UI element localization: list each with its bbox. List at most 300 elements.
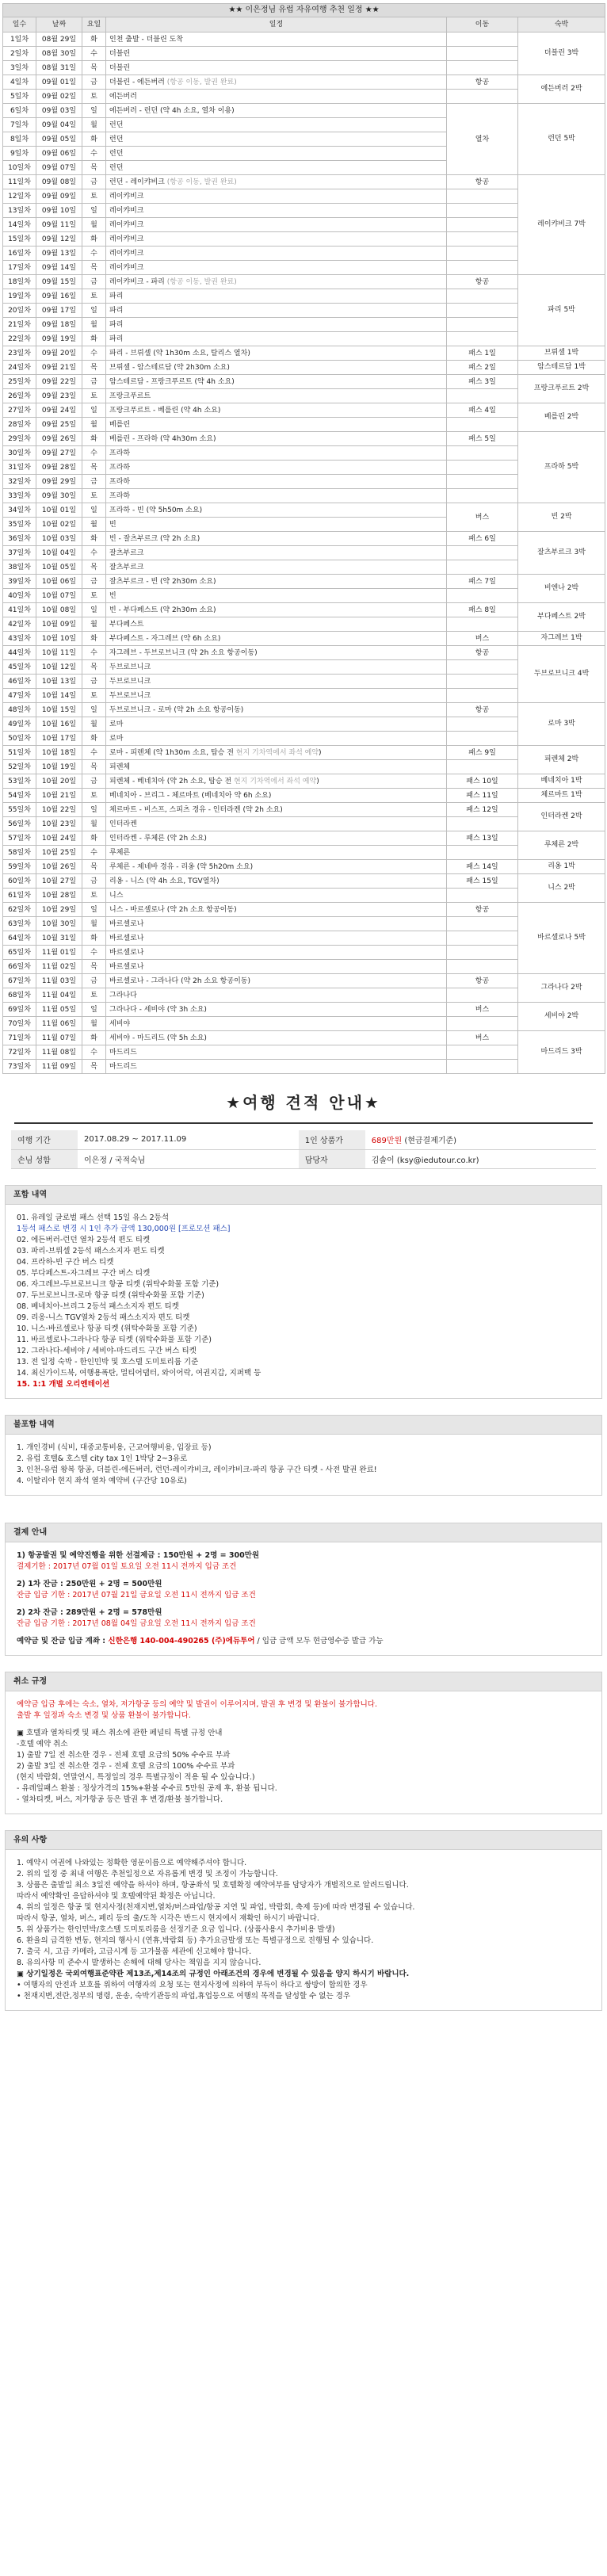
itinerary-row [3, 860, 605, 874]
transport-cell [447, 489, 518, 503]
transport-cell [447, 946, 518, 960]
schedule-cell: 빈 - 잘츠부르크 (약 2h 소요) [106, 532, 447, 546]
itinerary-row [3, 746, 605, 760]
itinerary-row [3, 817, 605, 831]
day-cell: 10일차 [3, 161, 36, 175]
weekday-cell: 화 [82, 332, 106, 346]
transport-cell [447, 988, 518, 1003]
quote-divider [14, 1122, 593, 1124]
accommodation-cell: 더블린 3박 [518, 32, 605, 75]
day-cell: 9일차 [3, 147, 36, 161]
date-cell: 09월 07일 [36, 161, 82, 175]
schedule-cell: 세비야 [106, 1017, 447, 1031]
date-cell: 10월 28일 [36, 889, 82, 903]
header-transport: 이동 [447, 17, 518, 32]
schedule-cell: 레이캬비크 [106, 232, 447, 247]
itinerary-row [3, 318, 605, 332]
itinerary-row [3, 760, 605, 774]
date-cell: 08월 31일 [36, 61, 82, 75]
itinerary-row [3, 232, 605, 247]
accommodation-cell: 그라나다 2박 [518, 974, 605, 1003]
itinerary-row [3, 831, 605, 846]
transport-cell [447, 418, 518, 432]
accommodation-cell: 프랑크푸르트 2박 [518, 375, 605, 403]
customer-value: 이은정 / 국적숙님 [78, 1149, 299, 1168]
day-cell: 63일차 [3, 917, 36, 931]
transport-cell: 패스 9일 [447, 746, 518, 760]
accommodation-cell: 마드리드 3박 [518, 1031, 605, 1074]
cancel-warning-line: 예약금 입금 후에는 숙소, 열차, 저가항공 등의 예약 및 발권이 이루어지며, 발권 후 변경 및 환불이 불가합니다. [17, 1699, 378, 1709]
list-line: 01. 유레일 글로벌 패스 선택 15일 유스 2등석 [17, 1213, 170, 1222]
transport-cell: 항공 [447, 175, 518, 189]
weekday-cell: 목 [82, 760, 106, 774]
day-cell: 45일차 [3, 660, 36, 675]
schedule-note: (항공 이동, 발권 완료) [166, 178, 237, 186]
cancel-line: -호텔 예약 취소 [17, 1739, 68, 1749]
schedule-note: (항공 이동, 발권 완료) [166, 277, 237, 286]
weekday-cell: 화 [82, 831, 106, 846]
day-cell: 28일차 [3, 418, 36, 432]
weekday-cell: 화 [82, 32, 106, 47]
date-cell: 09월 11일 [36, 218, 82, 232]
day-cell: 69일차 [3, 1003, 36, 1017]
header-accommodation: 숙박 [518, 17, 605, 32]
itinerary-header-row [3, 17, 605, 32]
itinerary-row [3, 475, 605, 489]
itinerary-row [3, 689, 605, 703]
day-cell: 67일차 [3, 974, 36, 988]
transport-cell [447, 475, 518, 489]
date-cell: 09월 02일 [36, 90, 82, 104]
schedule-cell: 바르셀로나 - 그라나다 (약 2h 소요 항공이동) [106, 974, 447, 988]
accommodation-cell: 잘츠부르크 3박 [518, 532, 605, 575]
itinerary-row [3, 346, 605, 361]
day-cell: 39일차 [3, 575, 36, 589]
day-cell: 58일차 [3, 846, 36, 860]
date-cell: 10월 19일 [36, 760, 82, 774]
weekday-cell: 일 [82, 503, 106, 518]
weekday-cell: 일 [82, 304, 106, 318]
schedule-cell: 리옹 - 니스 (약 4h 소요, TGV열차) [106, 874, 447, 889]
weekday-cell: 화 [82, 732, 106, 746]
transport-cell [447, 732, 518, 746]
schedule-cell: 로마 - 피렌체 (약 1h30m 소요, 탑승 전 현지 기차역에서 좌석 예약) [106, 746, 447, 760]
list-line: 03. 파리-브뤼셀 2등석 패스소지자 편도 티켓 [17, 1246, 165, 1256]
date-cell: 09월 26일 [36, 432, 82, 446]
weekday-cell: 월 [82, 118, 106, 132]
weekday-cell: 토 [82, 889, 106, 903]
date-cell: 10월 07일 [36, 589, 82, 603]
weekday-cell: 수 [82, 846, 106, 860]
date-cell: 10월 12일 [36, 660, 82, 675]
date-cell: 09월 22일 [36, 375, 82, 389]
itinerary-row [3, 503, 605, 518]
payment-1-title: 1) 항공발권 및 예약진행을 위한 선결제금 : 150만원 + 2명 = 300만원 [17, 1550, 260, 1560]
schedule-cell: 빈 - 부다페스트 (약 2h30m 소요) [106, 603, 447, 617]
day-cell: 18일차 [3, 275, 36, 289]
day-cell: 17일차 [3, 261, 36, 275]
weekday-cell: 수 [82, 946, 106, 960]
day-cell: 8일차 [3, 132, 36, 147]
schedule-cell: 자그레브 - 두브로브니크 (약 2h 소요 항공이동) [106, 646, 447, 660]
weekday-cell: 수 [82, 346, 106, 361]
transport-cell [447, 204, 518, 218]
itinerary-row [3, 175, 605, 189]
schedule-cell: 파리 [106, 332, 447, 346]
weekday-cell: 금 [82, 874, 106, 889]
schedule-cell: 런던 [106, 161, 447, 175]
itinerary-row [3, 589, 605, 603]
transport-cell [447, 289, 518, 304]
schedule-cell: 루체른 [106, 846, 447, 860]
day-cell: 42일차 [3, 617, 36, 632]
accommodation-cell: 바르셀로나 5박 [518, 903, 605, 974]
itinerary-row [3, 931, 605, 946]
quote-title: ★여행 견적 안내★ [226, 1093, 381, 1112]
transport-cell: 항공 [447, 903, 518, 917]
itinerary-row [3, 189, 605, 204]
weekday-cell: 토 [82, 789, 106, 803]
list-line: 09. 리옹-니스 TGV열차 2등석 패스소지자 편도 티켓 [17, 1313, 190, 1322]
date-cell: 10월 18일 [36, 746, 82, 760]
itinerary-row [3, 575, 605, 589]
transport-cell [447, 332, 518, 346]
payment-section [5, 1523, 602, 1656]
schedule-cell: 니스 - 바르셀로나 (약 2h 소요 항공이동) [106, 903, 447, 917]
weekday-cell: 금 [82, 375, 106, 389]
schedule-cell: 피렌체 - 베네치아 (약 2h 소요, 탑승 전 현지 기차역에서 좌석 예약) [106, 774, 447, 789]
date-cell: 11월 01일 [36, 946, 82, 960]
day-cell: 50일차 [3, 732, 36, 746]
weekday-cell: 월 [82, 418, 106, 432]
account-bank: 신한은행 140-004-490265 (주)에듀투어 [108, 1636, 255, 1645]
weekday-cell: 목 [82, 960, 106, 974]
weekday-cell: 수 [82, 446, 106, 461]
date-cell: 09월 06일 [36, 147, 82, 161]
account-prefix: 예약금 및 잔금 입금 계좌 : [17, 1636, 109, 1645]
transport-cell [447, 232, 518, 247]
accommodation-cell: 베네치아 1박 [518, 774, 605, 789]
day-cell: 44일차 [3, 646, 36, 660]
weekday-cell: 목 [82, 860, 106, 874]
list-line: 4. 위의 일정은 항공 및 현지사정(천재지변,열차/버스파업/항공 지연 및 파업, 박람회, 축제 등)에 따라 변경될 수 있습니다. [17, 1902, 415, 1912]
schedule-cell: 체르마트 - 비스프, 스피츠 경유 - 인터라켄 (약 2h 소요) [106, 803, 447, 817]
itinerary-row [3, 874, 605, 889]
day-cell: 13일차 [3, 204, 36, 218]
schedule-cell: 파리 - 브뤼셀 (약 1h30m 소요, 탈리스 열차) [106, 346, 447, 361]
weekday-cell: 금 [82, 675, 106, 689]
weekday-cell: 일 [82, 403, 106, 418]
schedule-cell: 암스테르담 - 프랑크푸르트 (약 4h 소요) [106, 375, 447, 389]
date-cell: 10월 27일 [36, 874, 82, 889]
price-value: 689만원 [371, 1137, 403, 1146]
schedule-cell: 런던 - 레이캬비크 (항공 이동, 발권 완료) [106, 175, 447, 189]
day-cell: 47일차 [3, 689, 36, 703]
itinerary-row [3, 846, 605, 860]
weekday-cell: 토 [82, 689, 106, 703]
weekday-cell: 토 [82, 489, 106, 503]
accommodation-cell: 루체른 2박 [518, 831, 605, 860]
date-cell: 09월 04일 [36, 118, 82, 132]
schedule-cell: 에든버러 - 런던 (약 4h 소요, 열차 이용) [106, 104, 447, 118]
day-cell: 30일차 [3, 446, 36, 461]
day-cell: 21일차 [3, 318, 36, 332]
payment-title: 결제 안내 [6, 1523, 601, 1542]
payment-3-title: 2) 2차 잔금 : 289만원 + 2명 = 578만원 [17, 1607, 162, 1617]
weekday-cell: 수 [82, 646, 106, 660]
list-line: ▣ 상기일정은 국외여행표준약관 제13조,제14조의 규정인 아래조건의 경우에 변경될 수 있음을 양지 하시기 바랍니다. [17, 1969, 410, 1978]
day-cell: 34일차 [3, 503, 36, 518]
date-cell: 09월 27일 [36, 446, 82, 461]
schedule-cell: 에든버러 [106, 90, 447, 104]
accommodation-cell: 빈 2박 [518, 503, 605, 532]
date-cell: 08월 30일 [36, 47, 82, 61]
weekday-cell: 목 [82, 161, 106, 175]
notice-section [5, 1830, 602, 2011]
date-cell: 10월 17일 [36, 732, 82, 746]
schedule-cell: 피렌체 [106, 760, 447, 774]
itinerary-row [3, 389, 605, 403]
schedule-cell: 부다페스트 [106, 617, 447, 632]
accommodation-cell: 자그레브 1박 [518, 632, 605, 646]
itinerary-row [3, 432, 605, 446]
header-date: 날짜 [36, 17, 82, 32]
weekday-cell: 일 [82, 104, 106, 118]
date-cell: 10월 08일 [36, 603, 82, 617]
date-cell: 10월 29일 [36, 903, 82, 917]
itinerary-row [3, 717, 605, 732]
schedule-cell: 그라나다 [106, 988, 447, 1003]
date-cell: 09월 25일 [36, 418, 82, 432]
accommodation-cell: 피렌체 2박 [518, 746, 605, 774]
weekday-cell: 화 [82, 432, 106, 446]
weekday-cell: 월 [82, 318, 106, 332]
transport-cell: 패스 14일 [447, 860, 518, 874]
weekday-cell: 금 [82, 175, 106, 189]
cancel-line: - 유레일패스 환불 : 정상가격의 15%+환불 수수료 5만원 공제 후, 환불 됩니다. [17, 1783, 277, 1793]
date-cell: 11월 05일 [36, 1003, 82, 1017]
weekday-cell: 수 [82, 546, 106, 560]
list-line: 1. 예약시 여권에 나와있는 정확한 영문이름으로 예약해주셔야 합니다. [17, 1858, 247, 1867]
date-cell: 10월 31일 [36, 931, 82, 946]
day-cell: 25일차 [3, 375, 36, 389]
day-cell: 19일차 [3, 289, 36, 304]
weekday-cell: 일 [82, 903, 106, 917]
transport-cell [447, 32, 518, 47]
transport-cell [447, 546, 518, 560]
schedule-cell: 잘츠부르크 - 빈 (약 2h30m 소요) [106, 575, 447, 589]
itinerary-row [3, 974, 605, 988]
day-cell: 60일차 [3, 874, 36, 889]
accommodation-cell: 니스 2박 [518, 874, 605, 903]
date-cell: 09월 15일 [36, 275, 82, 289]
transport-cell: 버스 [447, 1031, 518, 1045]
list-line: 1. 개인경비 (식비, 대중교통비용, 근교여행비용, 입장료 등) [17, 1443, 212, 1452]
weekday-cell: 일 [82, 603, 106, 617]
date-cell: 11월 07일 [36, 1031, 82, 1045]
transport-cell [447, 560, 518, 575]
payment-2-due: 잔금 입금 기한 : 2017년 07월 21일 금요일 오전 11시 전까지 입금 조건 [17, 1590, 256, 1599]
day-cell: 53일차 [3, 774, 36, 789]
date-cell: 10월 09일 [36, 617, 82, 632]
transport-cell [447, 47, 518, 61]
schedule-cell: 프라하 [106, 475, 447, 489]
list-line: 11. 바르셀로나-그라나다 항공 티켓 (위탁수화물 포함 기준) [17, 1335, 212, 1344]
itinerary-row [3, 532, 605, 546]
itinerary-row [3, 675, 605, 689]
list-line: 4. 이탈리아 현지 좌석 열차 예약비 (구간당 10유로) [17, 1476, 187, 1485]
payment-3-due: 잔금 입금 기한 : 2017년 08월 04일 금요일 오전 11시 전까지 입금 조건 [17, 1619, 256, 1628]
itinerary-row [3, 789, 605, 803]
list-line: 12. 그라나다-세비야 / 세비야-마드리드 구간 버스 티켓 [17, 1346, 197, 1355]
itinerary-row [3, 75, 605, 90]
price-note: (현금결제기준) [402, 1137, 457, 1146]
weekday-cell: 화 [82, 132, 106, 147]
schedule-cell: 프랑크푸르트 [106, 389, 447, 403]
schedule-cell: 레이캬비크 [106, 247, 447, 261]
accommodation-cell: 프라하 5박 [518, 432, 605, 503]
itinerary-row [3, 774, 605, 789]
weekday-cell: 토 [82, 90, 106, 104]
itinerary-row [3, 61, 605, 75]
schedule-cell: 레이캬비크 [106, 218, 447, 232]
schedule-cell: 프라하 - 빈 (약 5h50m 소요) [106, 503, 447, 518]
schedule-note: 현지 기차역에서 좌석 예약 [235, 748, 319, 757]
schedule-cell: 인천 출발 - 더블린 도착 [106, 32, 447, 47]
day-cell: 23일차 [3, 346, 36, 361]
date-cell: 10월 23일 [36, 817, 82, 831]
date-cell: 09월 28일 [36, 461, 82, 475]
includes-title: 포함 내역 [6, 1186, 601, 1205]
itinerary-row [3, 32, 605, 47]
date-cell: 09월 10일 [36, 204, 82, 218]
schedule-note: 현지 기차역에서 좌석 예약 [233, 777, 317, 785]
day-cell: 35일차 [3, 518, 36, 532]
itinerary-row [3, 403, 605, 418]
day-cell: 62일차 [3, 903, 36, 917]
list-line: 14. 최신가이드북, 여행용폭탄, 멀티어댑터, 와이어락, 여권지갑, 지퍼백 등 [17, 1368, 262, 1378]
transport-cell [447, 90, 518, 104]
itinerary-row [3, 361, 605, 375]
list-line: 3. 상품은 출발일 최소 3일전 예약을 하셔야 하며, 항공좌석 및 호텔확정 예약여부를 담당자가 개별적으로 알려드립니다. [17, 1880, 409, 1890]
date-cell: 10월 16일 [36, 717, 82, 732]
day-cell: 15일차 [3, 232, 36, 247]
date-cell: 11월 03일 [36, 974, 82, 988]
itinerary-row [3, 461, 605, 475]
list-line: 8. 유의사항 미 준수시 발생하는 손해에 대해 당사는 책임을 지지 않습니다. [17, 1958, 262, 1967]
itinerary-row [3, 546, 605, 560]
weekday-cell: 일 [82, 803, 106, 817]
itinerary-row [3, 304, 605, 318]
weekday-cell: 토 [82, 189, 106, 204]
day-cell: 56일차 [3, 817, 36, 831]
day-cell: 16일차 [3, 247, 36, 261]
itinerary-row [3, 275, 605, 289]
transport-cell: 패스 12일 [447, 803, 518, 817]
date-cell: 09월 09일 [36, 189, 82, 204]
day-cell: 12일차 [3, 189, 36, 204]
itinerary-row [3, 218, 605, 232]
date-cell: 09월 14일 [36, 261, 82, 275]
transport-cell: 패스 6일 [447, 532, 518, 546]
header-schedule: 일정 [106, 17, 447, 32]
list-line: 08. 베네치아-브리그 2등석 패스소지자 편도 티켓 [17, 1301, 179, 1311]
customer-label: 손님 성함 [11, 1149, 78, 1168]
weekday-cell: 월 [82, 1017, 106, 1031]
day-cell: 1일차 [3, 32, 36, 47]
date-cell: 10월 03일 [36, 532, 82, 546]
weekday-cell: 월 [82, 917, 106, 931]
header-weekday: 요일 [82, 17, 106, 32]
list-line: 5. 위 상품가는 한인민박/호스텔 도미토리룸을 선정기준 요금 입니다. (상품사용시 추가비용 발생) [17, 1924, 335, 1934]
weekday-cell: 일 [82, 204, 106, 218]
weekday-cell: 금 [82, 774, 106, 789]
itinerary-row [3, 289, 605, 304]
weekday-cell: 월 [82, 518, 106, 532]
weekday-cell: 화 [82, 232, 106, 247]
schedule-cell: 베를린 [106, 418, 447, 432]
date-cell: 09월 08일 [36, 175, 82, 189]
cancel-warning-line: 출발 후 일정과 숙소 변경 및 상품 환불이 불가합니다. [17, 1710, 191, 1720]
list-line: • 천재지변,전란,정부의 명령, 운송, 숙박기관등의 파업,휴업등으로 여행의 목적을 달성할 수 없는 경우 [17, 1991, 351, 2001]
weekday-cell: 수 [82, 47, 106, 61]
period-label: 여행 기간 [11, 1130, 78, 1149]
cancel-line: - 열차티켓, 버스, 저가항공 등은 발권 후 변경/환불 불가합니다. [17, 1794, 223, 1804]
day-cell: 66일차 [3, 960, 36, 974]
schedule-cell: 두브로브니크 [106, 660, 447, 675]
schedule-cell: 더블린 - 에든버러 (항공 이동, 발권 완료) [106, 75, 447, 90]
transport-cell: 패스 5일 [447, 432, 518, 446]
accommodation-cell: 런던 5박 [518, 104, 605, 175]
date-cell: 10월 20일 [36, 774, 82, 789]
date-cell: 10월 15일 [36, 703, 82, 717]
date-cell: 10월 21일 [36, 789, 82, 803]
day-cell: 65일차 [3, 946, 36, 960]
transport-cell [447, 389, 518, 403]
excludes-title: 불포함 내역 [6, 1416, 601, 1435]
itinerary-row [3, 889, 605, 903]
accommodation-cell: 리옹 1박 [518, 860, 605, 874]
itinerary-row [3, 1017, 605, 1031]
date-cell: 10월 02일 [36, 518, 82, 532]
cancel-list [6, 1691, 601, 1814]
transport-cell [447, 717, 518, 732]
itinerary-row [3, 1031, 605, 1045]
transport-cell: 버스 [447, 632, 518, 646]
schedule-cell: 바르셀로나 [106, 931, 447, 946]
schedule-cell: 로마 [106, 717, 447, 732]
list-line: 3. 인천-유럽 왕복 항공, 더블린-에든버러, 런던-레이캬비크, 레이캬비크-파리 항공 구간 티켓 - 사전 발권 완료! [17, 1465, 377, 1474]
schedule-cell: 마드리드 [106, 1060, 447, 1074]
transport-cell [447, 917, 518, 931]
transport-cell [447, 446, 518, 461]
day-cell: 22일차 [3, 332, 36, 346]
manager-value: 김솔이 (ksy@iedutour.co.kr) [365, 1149, 596, 1168]
accommodation-cell: 파리 5박 [518, 275, 605, 346]
date-cell: 10월 25일 [36, 846, 82, 860]
date-cell: 10월 04일 [36, 546, 82, 560]
weekday-cell: 금 [82, 575, 106, 589]
includes-section [5, 1185, 602, 1399]
schedule-cell: 레이캬비크 [106, 189, 447, 204]
weekday-cell: 금 [82, 275, 106, 289]
day-cell: 54일차 [3, 789, 36, 803]
schedule-cell: 두브로브니크 [106, 675, 447, 689]
price-cell [365, 1130, 596, 1149]
transport-cell [447, 617, 518, 632]
accommodation-cell: 비엔나 2박 [518, 575, 605, 603]
weekday-cell: 토 [82, 289, 106, 304]
